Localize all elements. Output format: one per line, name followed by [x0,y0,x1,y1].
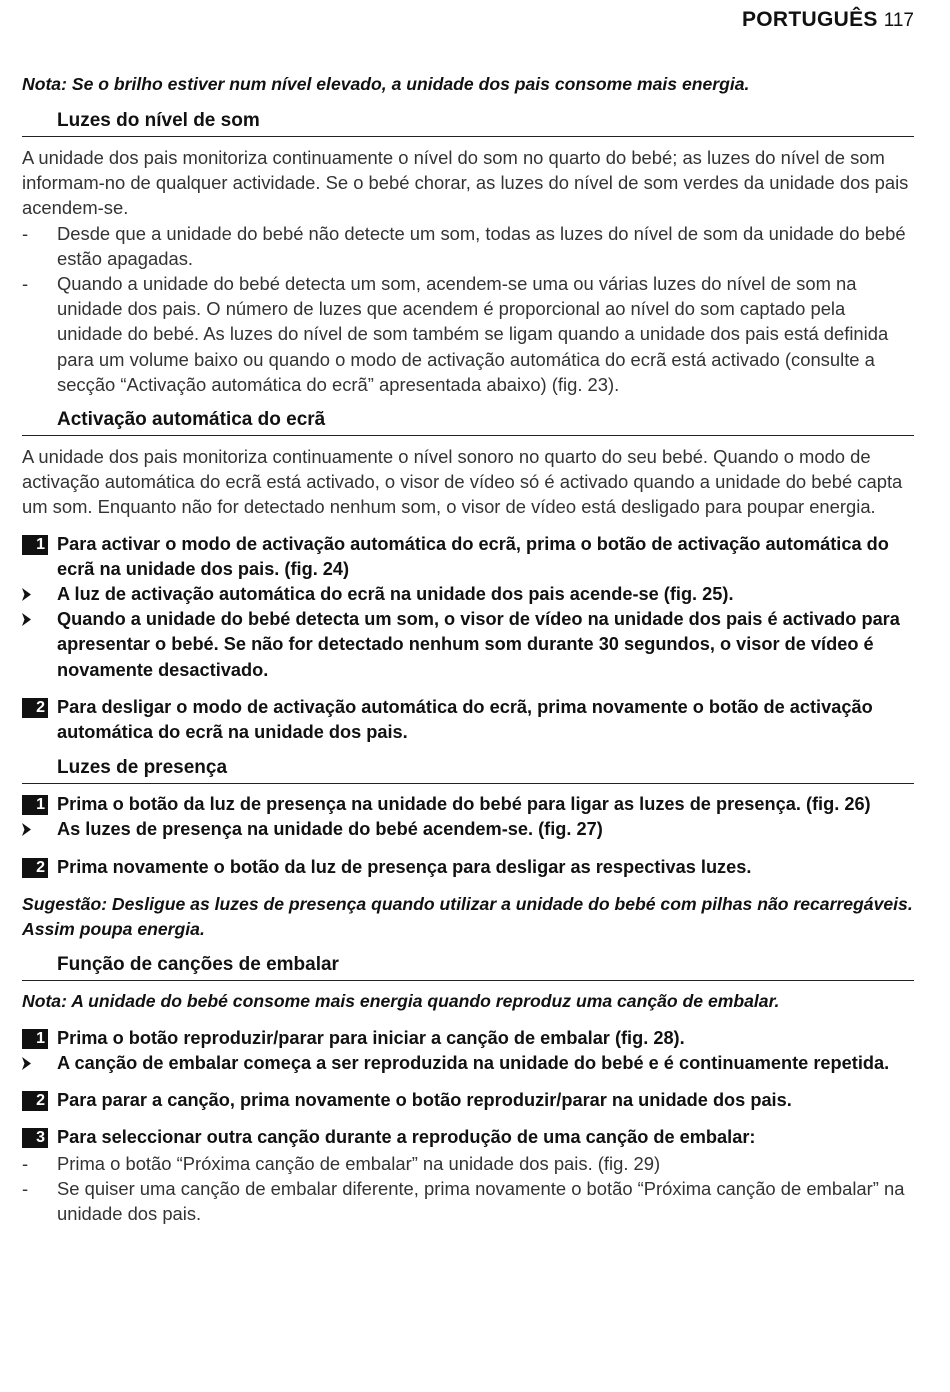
note-brightness: Nota: Se o brilho estiver num nível elevado, a unidade dos pais consome mais energia. [22,74,750,94]
step-number-badge: 2 [22,1091,48,1111]
step-number-badge: 2 [22,858,48,878]
step-1: 1 Prima o botão reproduzir/parar para iniciar a canção de embalar (fig. 28). [22,1026,914,1051]
heading-sound-lights: Luzes do nível de som [22,108,914,137]
heading-lullaby: Função de canções de embalar [22,952,914,981]
heading-auto-screen: Activação automática do ecrã [22,407,914,436]
step-1: 1 Prima o botão da luz de presença na unidade do bebé para ligar as luzes de presença. (fig. 26) [22,792,914,817]
step-3: 3 Para seleccionar outra canção durante a reprodução de uma canção de embalar: [22,1125,914,1150]
auto-screen-intro: A unidade dos pais monitoriza continuamente o nível sonoro no quarto do seu bebé. Quando o modo de activação automática do ecrã está activado, o visor de vídeo só é activado quando a unidade do bebé capta um som. Enquanto não for detectado nenhum som, o visor de vídeo está desligado para poupar energia. [22,446,903,518]
list-item: - Prima o botão “Próxima canção de embalar” na unidade dos pais. (fig. 29) [22,1152,661,1174]
step-2: 2 Para desligar o modo de activação automática do ecrã, prima novamente o botão de activação automática do ecrã na unidade dos pais. [22,695,914,745]
step-number-badge: 2 [22,698,48,718]
result-arrow-icon [22,613,32,626]
result-arrow-icon [22,823,32,836]
result-item: Quando a unidade do bebé detecta um som, o visor de vídeo na unidade dos pais é activado para apresentar o bebé. Se não for detectado nenhum som durante 30 segundos, o visor de vídeo é novamente desactivado. [22,607,914,683]
result-item: A canção de embalar começa a ser reproduzida na unidade do bebé e é continuamente repetida. [22,1051,914,1076]
page-number: 117 [883,10,914,31]
result-item: A luz de activação automática do ecrã na unidade dos pais acende-se (fig. 25). [22,582,914,607]
list-item: - Desde que a unidade do bebé não detecte um som, todas as luzes do nível de som da unidade do bebé estão apagadas. [22,222,906,269]
sound-lights-intro: A unidade dos pais monitoriza continuamente o nível do som no quarto do bebé; as luzes do nível de som informam-no de qualquer actividade. Se o bebé chorar, as luzes do nível de som verdes da unidade dos pais acendem-se. [22,147,909,219]
result-arrow-icon [22,1057,32,1070]
step-number-badge: 1 [22,535,48,555]
page-content [22,0,914,1226]
result-arrow-icon [22,588,32,601]
list-item: - Se quiser uma canção de embalar diferente, prima novamente o botão “Próxima canção de embalar” na unidade dos pais. [22,1177,905,1225]
step-number-badge: 3 [22,1128,48,1148]
step-1: 1 Para activar o modo de activação automática do ecrã, prima o botão de activação automática do ecrã na unidade dos pais. (fig. 24) [22,532,914,582]
step-number-badge: 1 [22,795,48,815]
step-2: 2 Para parar a canção, prima novamente o botão reproduzir/parar na unidade dos pais. [22,1088,914,1113]
step-2: 2 Prima novamente o botão da luz de presença para desligar as respectivas luzes. [22,855,914,880]
step-number-badge: 1 [22,1029,48,1049]
heading-presence-lights: Luzes de presença [22,755,914,784]
list-item: - Quando a unidade do bebé detecta um som, acendem-se uma ou várias luzes do nível de som na unidade dos pais. O número de luzes que acendem é proporcional ao nível do som captado pela unidade do bebé. As luzes do nível de som também se ligam quando a unidade dos pais está definida para um volume baixo ou quando o modo de activação automática do ecrã está activado (consulte a secção “Activação automática do ecrã” apresentada abaixo) (fig. 23). [22,273,889,395]
tip-presence: Sugestão: Desligue as luzes de presença quando utilizar a unidade do bebé com pilhas não recarregáveis. Assim poupa energia. [22,893,913,939]
result-item: As luzes de presença na unidade do bebé acendem-se. (fig. 27) [22,817,914,842]
language-label: PORTUGUÊS [741,8,878,31]
note-lullaby: Nota: A unidade do bebé consome mais energia quando reproduz uma canção de embalar. [22,990,780,1011]
